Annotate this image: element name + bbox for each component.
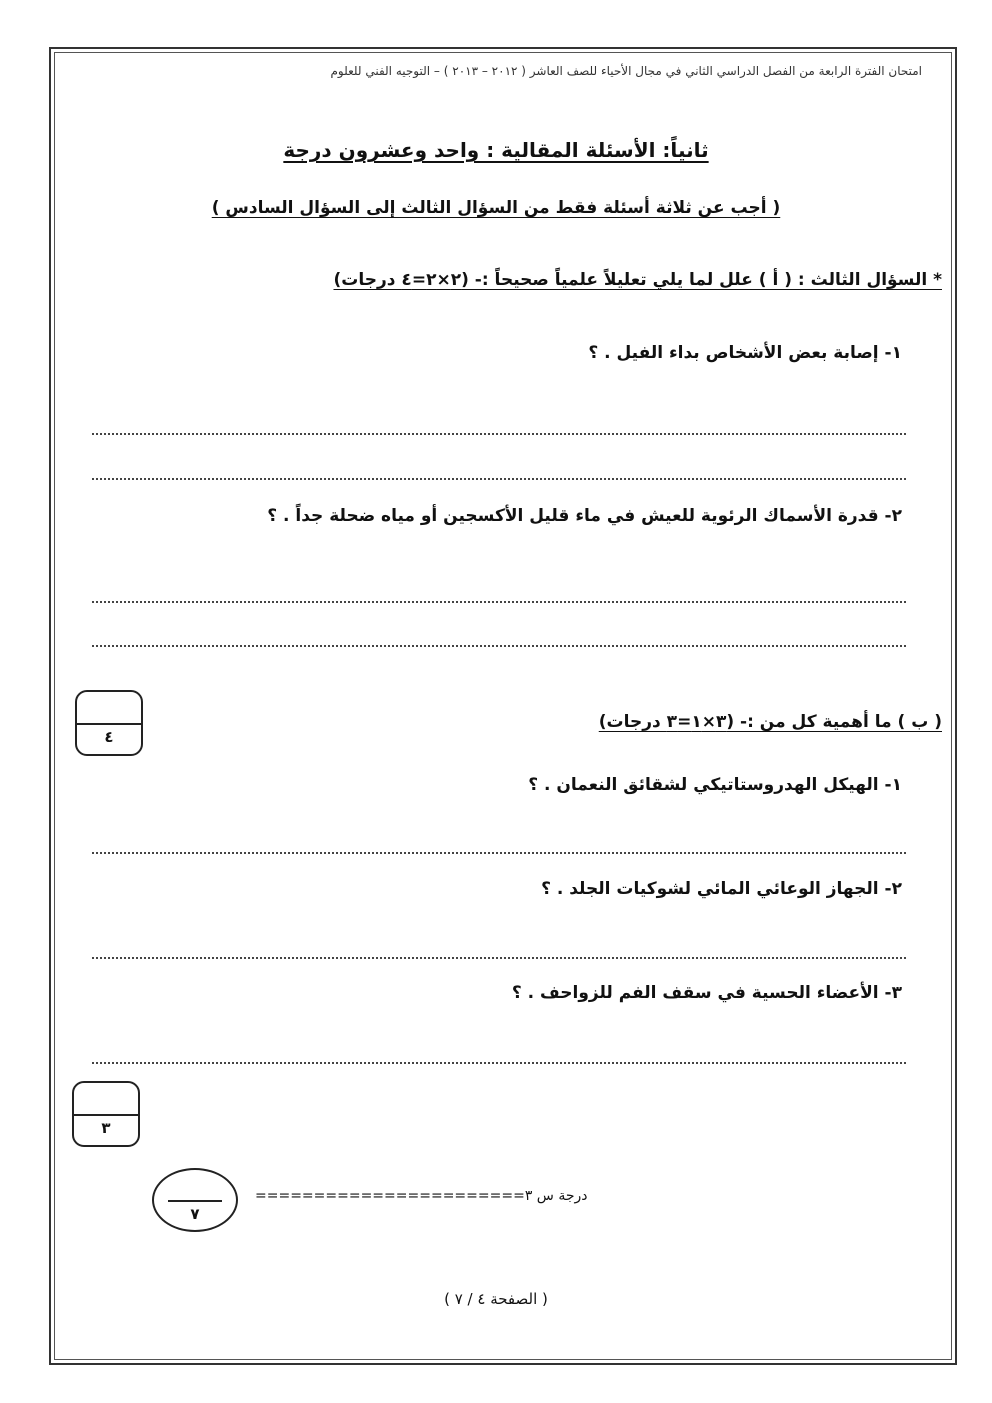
question3-total-score: ٧ <box>190 1205 200 1223</box>
question3-total-oval <box>152 1168 238 1232</box>
section-instruction: ( أجب عن ثلاثة أسئلة فقط من السؤال الثالث إلى السؤال السادس ) <box>211 198 781 218</box>
question3-part-b-heading: ( ب ) ما أهمية كل من :- (٣×١=٣ درجات) <box>598 712 942 732</box>
answer-line[interactable] <box>92 957 906 959</box>
part-a-item-1: ١- إصابة بعض الأشخاص بداء الفيل . ؟ <box>588 343 902 363</box>
part-b-item-1: ١- الهيكل الهدروستاتيكي لشقائق النعمان . ؟ <box>528 775 902 795</box>
answer-line[interactable] <box>92 852 906 854</box>
answer-line[interactable] <box>92 433 906 435</box>
part-a-score: ٤ <box>104 728 114 746</box>
answer-line[interactable] <box>92 1062 906 1064</box>
question3-part-a-heading: * السؤال الثالث : ( أ ) علل لما يلي تعليلاً علمياً صحيحاً :- (٢×٢=٤ درجات) <box>333 270 942 290</box>
exam-header: امتحان الفترة الرابعة من الفصل الدراسي الثاني في مجال الأحياء للصف العاشر ( ٢٠١٢ – ٢٠١٣ ) – التوجيه الفني للعلوم <box>330 64 922 78</box>
part-b-item-3: ٣- الأعضاء الحسية في سقف الفم للزواحف . ؟ <box>511 983 902 1003</box>
part-a-score-box <box>75 690 143 756</box>
score-divider <box>77 723 141 725</box>
answer-line[interactable] <box>92 478 906 480</box>
page-border-inner <box>54 52 952 1360</box>
part-b-item-2: ٢- الجهاز الوعائي المائي لشوكيات الجلد . ؟ <box>541 879 902 899</box>
score-divider <box>168 1200 222 1202</box>
score-divider <box>74 1114 138 1116</box>
part-a-item-2: ٢- قدرة الأسماك الرئوية للعيش في ماء قليل الأكسجين أو مياه ضحلة جداً . ؟ <box>267 506 902 526</box>
part-b-score-box <box>72 1081 140 1147</box>
part-b-score: ٣ <box>101 1119 111 1137</box>
question3-total-label: =======================درجة س ٣ <box>255 1188 588 1204</box>
section-title: ثانياً: الأسئلة المقالية : واحد وعشرون درجة <box>283 138 709 162</box>
page-number: ( الصفحة ٤ / ٧ ) <box>444 1290 548 1308</box>
answer-line[interactable] <box>92 601 906 603</box>
answer-line[interactable] <box>92 645 906 647</box>
